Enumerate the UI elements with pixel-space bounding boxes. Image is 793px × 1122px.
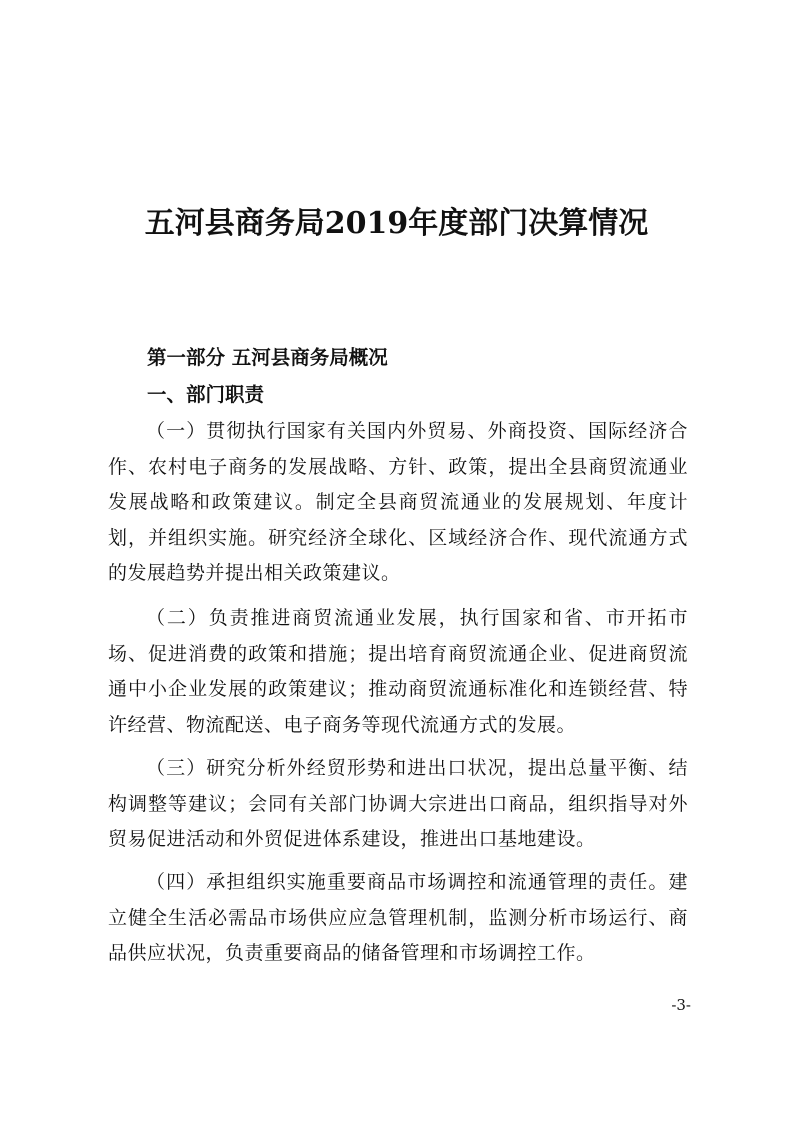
paragraph-1: （一）贯彻执行国家有关国内外贸易、外商投资、国际经济合作、农村电子商务的发展战略、方针、政策，提出全县商贸流通业发展战略和政策建议。制定全县商贸流通业的发展规划、年度计划，并组织实施。研究经济全球化、区域经济合作、现代流通方式的发展趋势并提出相关政策建议。 xyxy=(108,420,688,585)
paragraph-4: （四）承担组织实施重要商品市场调控和流通管理的责任。建立健全生活必需品市场供应应急管理机制，监测分析市场运行、商品供应状况，负责重要商品的储备管理和市场调控工作。 xyxy=(108,871,688,965)
page-number: -3- xyxy=(671,996,691,1014)
paragraph-3: （三）研究分析外经贸形势和进出口状况，提出总量平衡、结构调整等建议；会同有关部门协调大宗进出口商品，组织指导对外贸易促进活动和外贸促进体系建设，推进出口基地建设。 xyxy=(108,757,688,851)
section-heading: 一、部门职责 xyxy=(147,383,265,406)
paragraph-2: （二）负责推进商贸流通业发展，执行国家和省、市开拓市场、促进消费的政策和措施；提出培育商贸流通企业、促进商贸流通中小企业发展的政策建议；推动商贸流通标准化和连锁经营、特许经营、物流配送、电子商务等现代流通方式的发展。 xyxy=(108,607,688,736)
part-heading: 第一部分 五河县商务局概况 xyxy=(147,346,388,369)
document-title: 五河县商务局2019年度部门决算情况 xyxy=(144,206,649,241)
